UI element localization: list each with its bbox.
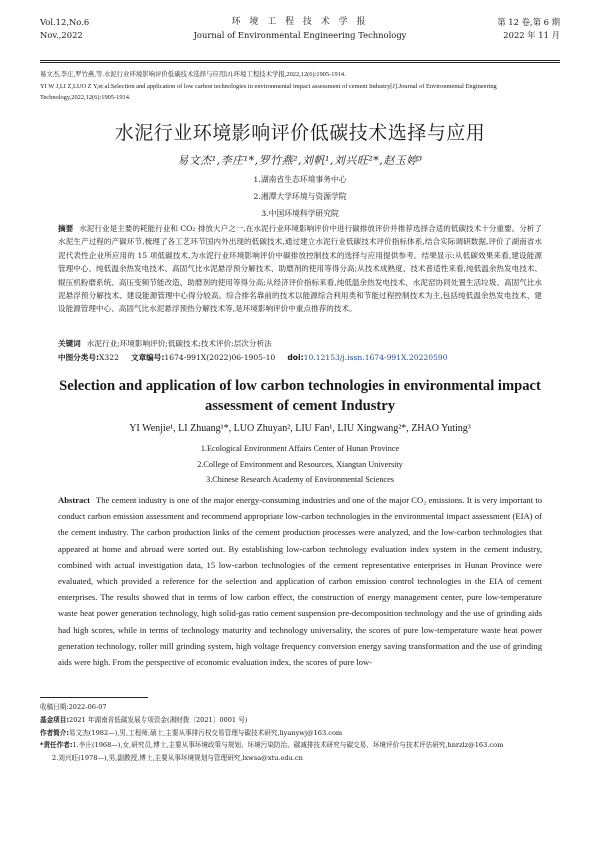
header-rule-thick [40, 60, 560, 61]
clc-value: X322 [99, 353, 119, 362]
footnotes [40, 701, 560, 765]
issue-date: Nov.,2022 [40, 30, 83, 40]
issue-date-cn: 2022 年 11 月 [503, 30, 560, 40]
citation-block [40, 69, 560, 104]
citation-cn: 易文杰,李庄,罗竹燕,等.水泥行业环境影响评价低碳技术选择与应用[J].环境工程技术学报,2022,12(6):1905-1914. [40, 71, 346, 78]
affiliation-cn: 3.中国环境科学研究院 [261, 209, 339, 218]
keywords-cn [58, 337, 542, 350]
author-label: 作者简介: [40, 728, 70, 737]
header-center [40, 16, 560, 42]
corresponding-label: *责任作者: [40, 741, 73, 750]
journal-name-en: Journal of Environmental Engineering Technology [193, 30, 407, 40]
fund-label: 基金项目: [40, 715, 70, 724]
abstract-cn-label: 摘要 [58, 224, 74, 233]
title-cn: 水泥行业环境影响评价低碳技术选择与应用 [114, 122, 486, 144]
authors-en: YI Wenjie¹, LI Zhuang¹*, LUO Zhuyan², LIU Fan¹, LIU Xingwang²*, ZHAO Yuting³ [129, 423, 471, 434]
volume-issue: Vol.12,No.6 [40, 17, 90, 27]
header-rule-thin [40, 62, 560, 63]
affiliation-cn: 2.湘潭大学环境与资源学院 [253, 192, 347, 201]
footnote-fund [40, 714, 560, 727]
volume-issue-cn: 第 12 卷,第 6 期 [497, 17, 560, 27]
author-text: 易文杰(1982—),男,工程师,硕士,主要从事排污权交易管理与碳技术研究,liyanywj@163.com [69, 728, 343, 737]
running-header [40, 16, 560, 46]
footnote-author [40, 727, 560, 740]
affiliation-en: 1.Ecological Environment Affairs Center of Hunan Province [200, 444, 400, 453]
doc-value: 1674-991X(2022)06-1905-10 [164, 353, 276, 362]
corresponding-text-1: 1.李庄(1968—),女,研究员,博士,主要从事环境政策与规划、环境污染防治、碳减排技术研究与碳交易、环境评价与技术评估研究,hnrzlz@163.com [72, 741, 504, 750]
abstract-en [58, 492, 542, 670]
title-en: Selection and application of low carbon technologies in environmental impact assessment of cement Industry [59, 378, 541, 414]
abstract-cn [58, 222, 542, 316]
authors-cn: 易文杰¹,李庄¹*,罗竹燕²,刘帆¹,刘兴旺²*,赵玉婷³ [177, 154, 423, 167]
affiliation-en: 2.College of Environment and Resources, Xiangtan University [197, 459, 403, 469]
clc-label: 中图分类号: [58, 353, 100, 362]
affiliation-en: 3.Chinese Research Academy of Environmental Sciences [206, 475, 394, 484]
affiliation-cn: 1.湖南省生态环境事务中心 [253, 175, 347, 184]
keywords-cn-text: 水泥行业;环境影响评价;低碳技术;技术评价;层次分析法 [86, 339, 272, 348]
header-right [497, 16, 560, 42]
abstract-cn-text: 水泥行业是主要的耗能行业和 CO₂ 排放大户之一,在水泥行业环境影响评价中进行碳排放评价并推荐选择合适的低碳技术十分重要。分析了水泥生产过程的产碳环节,梳理了各工艺环节国内外出现的低碳技术,通过建立水泥行业低碳技术评价指标体系,结合实际调研数据,评价了湖南省水泥代表性企业所应用的 15 项低碳技术,为水泥行业环境影响评价中碳排放控制技术的选择与应用提供参考。结果显示:从低碳效果来看,建设能源管理中心、纯低温余热发电技术、高固气比水泥悬浮预分解技术、助磨剂的使用等得分高;从技术成熟度、技术普适性来看,纯低温余热发电技术、辊压机粉磨系统、高压变频节能改造、助磨剂的使用等得分高;从经济评价指标来看,纯低温余热发电技术、水泥窑协同处置生活垃圾、高固气比水泥悬浮预分解技术、建设能源管理中心得分较高。综合排名靠前的技术以能源综合利用类和节能过程控制技术为主,包括纯低温余热发电技术、建设能源管理中心、高固气比水泥悬浮预热分解技术等,是环境影响评价中重点推荐的技术。 [58, 224, 543, 314]
keywords-cn-label: 关键词 [58, 339, 81, 348]
affiliations-en [40, 441, 560, 488]
article-meta-cn [58, 351, 542, 364]
abstract-en-text: The cement industry is one of the major energy-consuming industries and one of the major CO₂ emissions. It is very important to conduct carbon emission assessment and recommend appropriate low-carbon technologies in the environmental impact assessment (EIA) of the cement industry. The carbon production links of the cement production processes were analyzed, and the low-carbon technologies that appeared at home and abroad were sorted out. By establishing low-carbon technology evaluation index system in the cement industry, combined with actual investigation data, 15 low-carbon technologies of the cement representative enterprises in Hunan Province were evaluated, which provided a reference for the selection and application of carbon emission control technologies in the EIA of cement enterprises. The results showed that in terms of low carbon effect, the construction of energy management center, pure low-temperature waste heat power generation technology, high solid-gas ratio cement suspension pre-decomposition technology and the use of grinding aids had high scores, while in terms of technology maturity and technology universality, the scores of pure low-temperature waste heat power generation technology, roller mill grinding system, high voltage frequency conversion energy saving transformation and the use of grinding aids were high. From the perspective of economic evaluation index, the scores of pure low- [58, 495, 542, 668]
citation-en: YI W J,LI Z,LUO Z Y,et al.Selection and application of low carbon technologies in environmental impact assessment of cement Industry[J].Journal of Environmental Engineering Technology,2022,12(6):1905-1914. [40, 82, 497, 102]
affiliations-cn [40, 171, 560, 222]
abstract-en-label: Abstract [58, 495, 90, 505]
doi-link[interactable]: 10.12153/j.issn.1674-991X.20220590 [303, 353, 448, 362]
fund-text: 2021 年湖南省低碳发展专项资金(湘财拨〔2021〕0001 号) [69, 715, 248, 724]
doc-label: 文章编号: [131, 353, 165, 362]
footnote-corresponding-2: 2.刘兴旺(1978—),男,副教授,博士,主要从事环境规划与管理研究,lxwsa@xtu.edu.cn [52, 754, 303, 763]
footnote-received: 收稿日期:2022-06-07 [40, 703, 107, 711]
footnote-corresponding [40, 739, 560, 752]
footnote-rule [40, 697, 148, 698]
doi-label: doi: [287, 353, 304, 362]
journal-name-cn: 环 境 工 程 技 术 学 报 [231, 17, 369, 27]
